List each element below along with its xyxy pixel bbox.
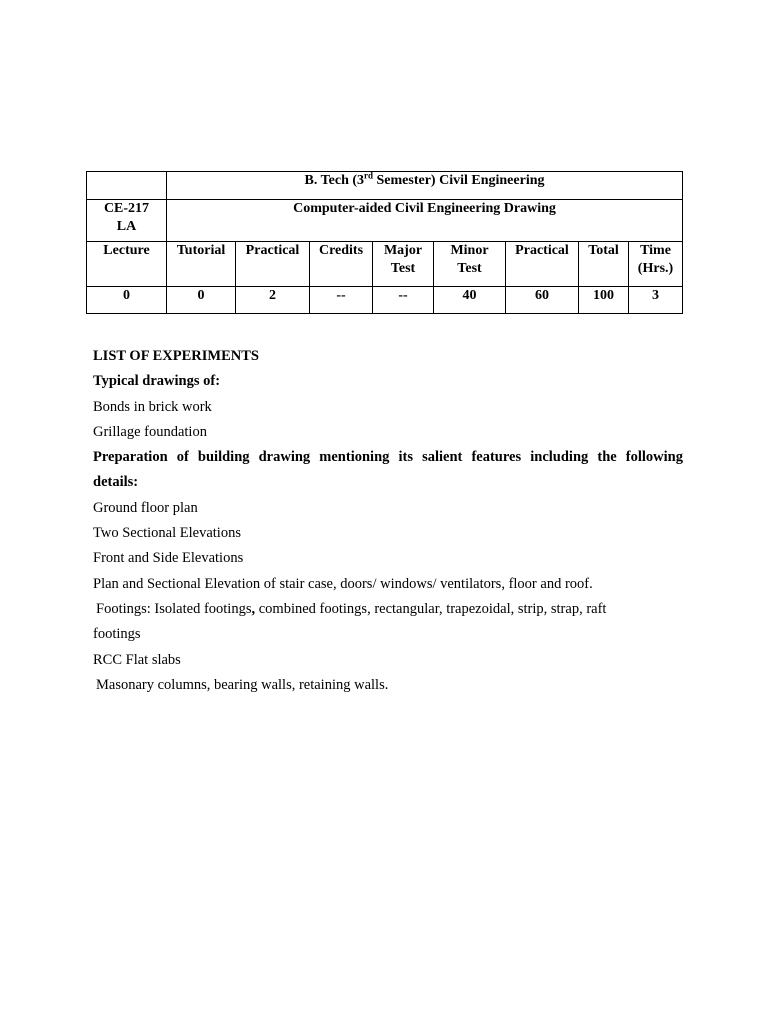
header-cell: Major Test (373, 242, 434, 287)
value-cell: 0 (87, 287, 167, 314)
list-item: RCC Flat slabs (93, 651, 181, 668)
list-item: Plan and Sectional Elevation of stair case, doors/ windows/ ventilators, floor and roof. (93, 575, 593, 592)
header-cell: Minor Test (434, 242, 506, 287)
course-table (86, 171, 683, 314)
program-title: B. Tech (3rd Semester) Civil Engineering (167, 172, 683, 200)
header-cell: Time (Hrs.) (629, 242, 683, 287)
list-item: Grillage foundation (93, 423, 207, 440)
footings-item: Footings: Isolated footings, combined footings, rectangular, trapezoidal, strip, strap, raft (96, 600, 607, 617)
value-cell: 3 (629, 287, 683, 314)
experiments-list (93, 344, 683, 698)
value-row (87, 287, 683, 314)
course-title: Computer-aided Civil Engineering Drawing (167, 200, 683, 242)
list-item: Bonds in brick work (93, 398, 212, 415)
value-cell: -- (373, 287, 434, 314)
course-code: CE-217 LA (87, 200, 167, 242)
typical-heading: Typical drawings of: (93, 373, 221, 390)
list-item: Front and Side Elevations (93, 550, 244, 567)
value-cell: 60 (506, 287, 579, 314)
list-item: Masonary columns, bearing walls, retaining walls. (96, 676, 389, 693)
value-cell: 2 (236, 287, 310, 314)
empty-cell (87, 172, 167, 200)
list-item: Ground floor plan (93, 499, 198, 516)
list-heading: LIST OF EXPERIMENTS (93, 348, 259, 364)
value-cell: -- (310, 287, 373, 314)
value-cell: 100 (579, 287, 629, 314)
header-cell: Lecture (87, 242, 167, 287)
list-item: Two Sectional Elevations (93, 525, 241, 542)
header-cell: Practical (506, 242, 579, 287)
header-cell: Tutorial (167, 242, 236, 287)
header-cell: Credits (310, 242, 373, 287)
header-cell: Practical (236, 242, 310, 287)
value-cell: 40 (434, 287, 506, 314)
value-cell: 0 (167, 287, 236, 314)
prep-heading-cont: details: (93, 474, 139, 491)
header-cell: Total (579, 242, 629, 287)
footings-item-cont: footings (93, 626, 141, 643)
prep-heading: Preparation of building drawing mentioning its salient features including the following (93, 449, 683, 466)
header-row (87, 242, 683, 287)
